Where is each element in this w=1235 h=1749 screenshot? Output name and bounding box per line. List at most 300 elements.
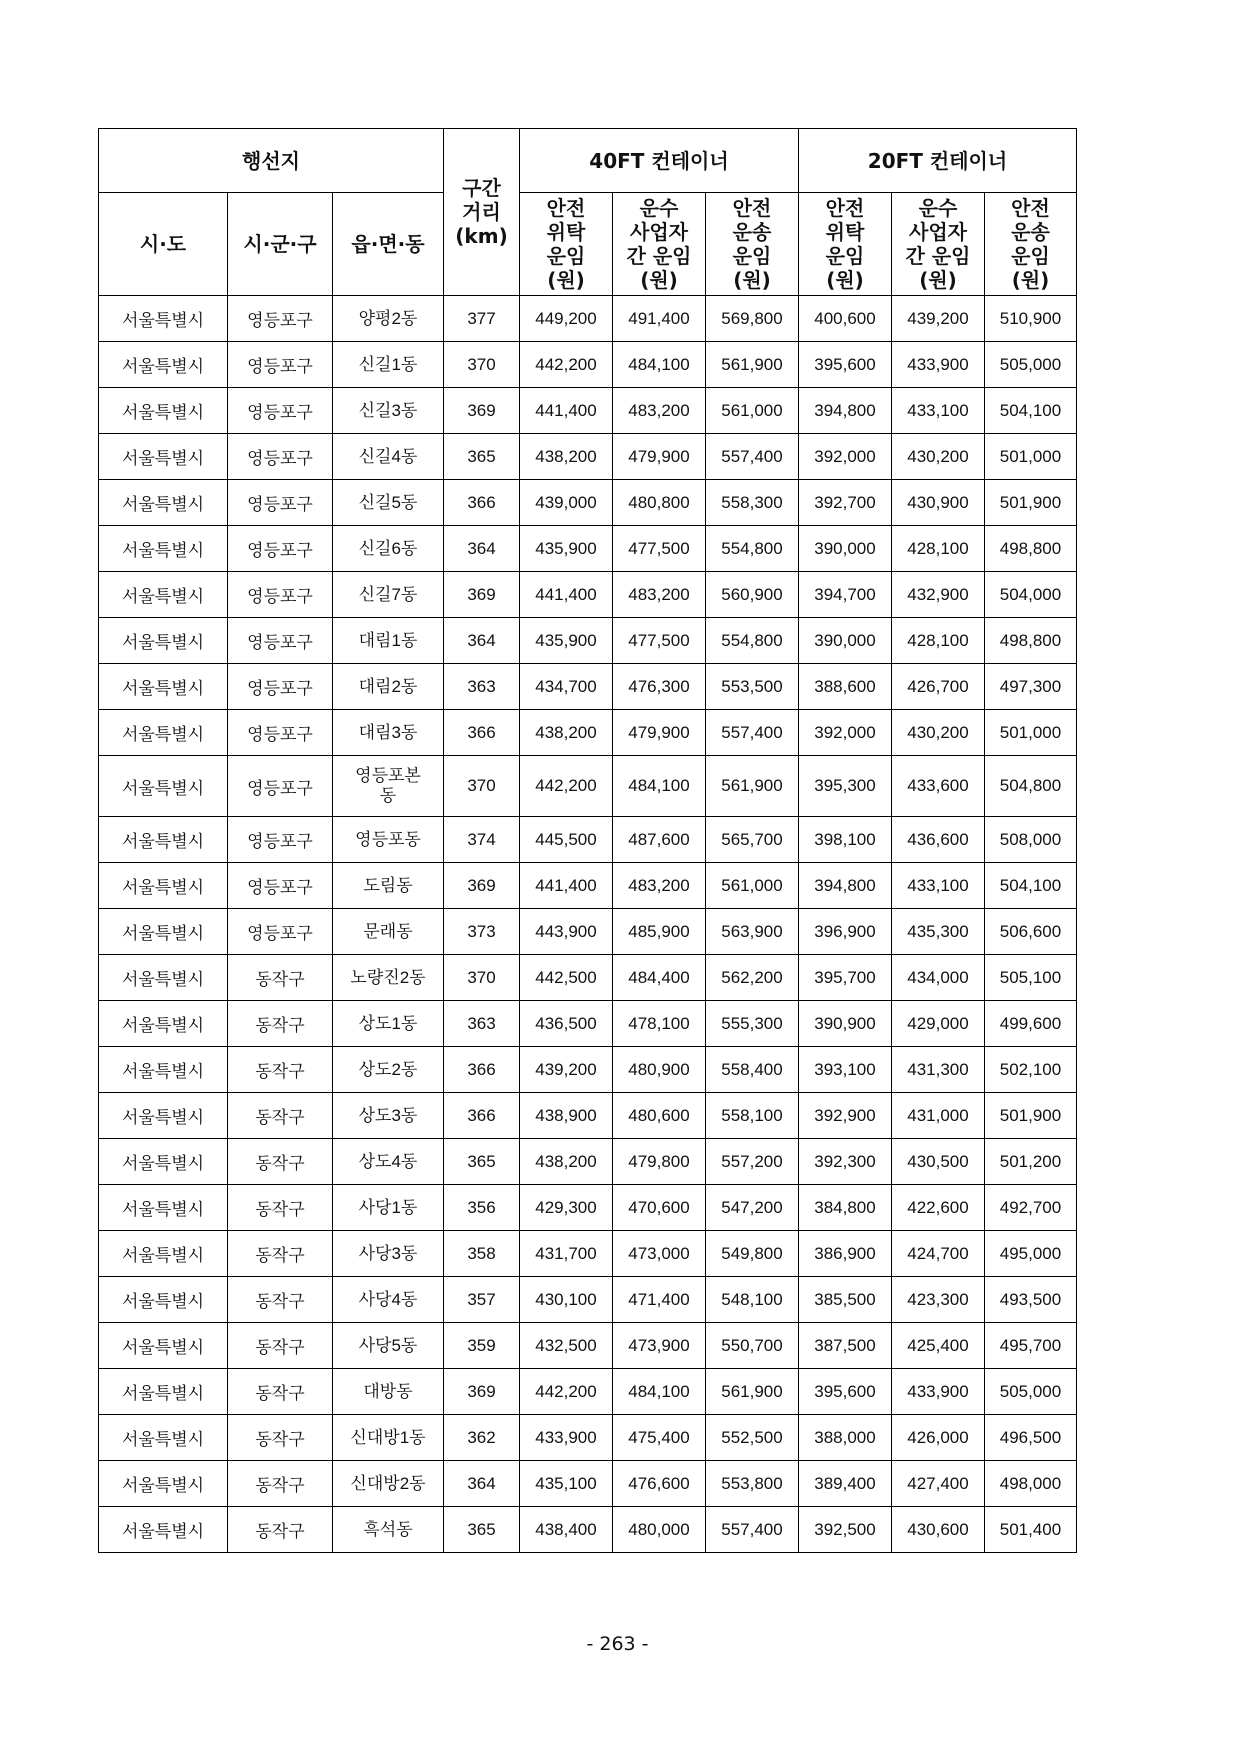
rate-20ft-safe-transport-cell: 505,000 (985, 342, 1077, 388)
40ft-safe-transport-rate-header: 안전 운송 운임 (원) (706, 193, 799, 296)
rate-40ft-safe-consign-cell: 442,200 (520, 1369, 613, 1415)
table-body (99, 296, 1077, 1553)
sigungu-cell: 동작구 (228, 1185, 333, 1231)
rate-40ft-carrier-cell: 479,900 (613, 710, 706, 756)
table-row (99, 756, 1077, 817)
sigungu-cell: 영등포구 (228, 572, 333, 618)
eupmyeondong-cell: 양평2동 (333, 296, 444, 342)
rate-40ft-safe-transport-cell: 557,400 (706, 434, 799, 480)
table-row (99, 664, 1077, 710)
rate-40ft-carrier-cell: 483,200 (613, 863, 706, 909)
rate-40ft-safe-transport-cell: 558,100 (706, 1093, 799, 1139)
sigungu-cell: 동작구 (228, 1047, 333, 1093)
sigungu-cell: 동작구 (228, 1093, 333, 1139)
sido-cell: 서울특별시 (99, 526, 228, 572)
sigungu-cell: 영등포구 (228, 434, 333, 480)
distance-cell: 369 (444, 388, 520, 434)
rate-40ft-safe-transport-cell: 561,000 (706, 863, 799, 909)
sido-cell: 서울특별시 (99, 342, 228, 388)
rate-40ft-safe-transport-cell: 557,400 (706, 710, 799, 756)
rate-20ft-safe-consign-cell: 394,700 (799, 572, 892, 618)
rate-40ft-carrier-cell: 480,800 (613, 480, 706, 526)
table-row (99, 296, 1077, 342)
eupmyeondong-cell: 대림3동 (333, 710, 444, 756)
sigungu-cell: 동작구 (228, 955, 333, 1001)
rate-20ft-carrier-cell: 439,200 (892, 296, 985, 342)
rate-40ft-safe-transport-cell: 561,900 (706, 1369, 799, 1415)
rate-20ft-carrier-cell: 433,900 (892, 1369, 985, 1415)
rate-40ft-carrier-cell: 484,100 (613, 342, 706, 388)
sido-cell: 서울특별시 (99, 1093, 228, 1139)
rate-20ft-carrier-cell: 430,500 (892, 1139, 985, 1185)
sido-cell: 서울특별시 (99, 1047, 228, 1093)
rate-20ft-carrier-cell: 428,100 (892, 618, 985, 664)
rate-40ft-safe-consign-cell: 441,400 (520, 388, 613, 434)
rate-20ft-safe-transport-cell: 501,200 (985, 1139, 1077, 1185)
rate-40ft-carrier-cell: 480,000 (613, 1507, 706, 1553)
rate-40ft-carrier-cell: 483,200 (613, 572, 706, 618)
rate-40ft-safe-consign-cell: 441,400 (520, 863, 613, 909)
table-row (99, 1323, 1077, 1369)
40ft-carrier-rate-header: 운수 사업자 간 운임 (원) (613, 193, 706, 296)
rate-40ft-safe-consign-cell: 442,500 (520, 955, 613, 1001)
sigungu-cell: 영등포구 (228, 480, 333, 526)
rate-40ft-safe-consign-cell: 442,200 (520, 756, 613, 817)
table-row (99, 1185, 1077, 1231)
rate-40ft-safe-transport-cell: 550,700 (706, 1323, 799, 1369)
distance-cell: 364 (444, 618, 520, 664)
eupmyeondong-cell: 사당3동 (333, 1231, 444, 1277)
distance-cell: 359 (444, 1323, 520, 1369)
rate-40ft-safe-consign-cell: 438,200 (520, 1139, 613, 1185)
rate-20ft-safe-consign-cell: 388,000 (799, 1415, 892, 1461)
sido-cell: 서울특별시 (99, 909, 228, 955)
table-row (99, 1369, 1077, 1415)
rate-20ft-safe-consign-cell: 395,700 (799, 955, 892, 1001)
rate-20ft-safe-consign-cell: 395,600 (799, 1369, 892, 1415)
rate-40ft-safe-transport-cell: 555,300 (706, 1001, 799, 1047)
rate-20ft-safe-transport-cell: 505,000 (985, 1369, 1077, 1415)
sido-cell: 서울특별시 (99, 1461, 228, 1507)
sigungu-cell: 동작구 (228, 1323, 333, 1369)
sigungu-cell: 동작구 (228, 1001, 333, 1047)
rate-20ft-safe-consign-cell: 390,900 (799, 1001, 892, 1047)
rate-40ft-carrier-cell: 484,400 (613, 955, 706, 1001)
rate-20ft-safe-transport-cell: 493,500 (985, 1277, 1077, 1323)
distance-cell: 362 (444, 1415, 520, 1461)
table-row (99, 1507, 1077, 1553)
distance-cell: 374 (444, 817, 520, 863)
distance-cell: 363 (444, 1001, 520, 1047)
rate-20ft-safe-consign-cell: 400,600 (799, 296, 892, 342)
rate-40ft-safe-consign-cell: 439,000 (520, 480, 613, 526)
eupmyeondong-cell: 흑석동 (333, 1507, 444, 1553)
rate-20ft-safe-transport-cell: 504,100 (985, 388, 1077, 434)
table-row (99, 342, 1077, 388)
table-row (99, 1001, 1077, 1047)
rate-40ft-carrier-cell: 477,500 (613, 526, 706, 572)
sido-cell: 서울특별시 (99, 756, 228, 817)
rate-20ft-safe-consign-cell: 394,800 (799, 863, 892, 909)
rate-40ft-safe-consign-cell: 431,700 (520, 1231, 613, 1277)
eupmyeondong-cell: 신길6동 (333, 526, 444, 572)
rate-40ft-carrier-cell: 476,600 (613, 1461, 706, 1507)
rate-20ft-safe-consign-cell: 394,800 (799, 388, 892, 434)
rate-20ft-carrier-cell: 422,600 (892, 1185, 985, 1231)
rate-20ft-safe-transport-cell: 508,000 (985, 817, 1077, 863)
rate-40ft-safe-transport-cell: 561,900 (706, 342, 799, 388)
rate-40ft-carrier-cell: 475,400 (613, 1415, 706, 1461)
sigungu-cell: 영등포구 (228, 909, 333, 955)
rate-20ft-safe-transport-cell: 492,700 (985, 1185, 1077, 1231)
distance-cell: 365 (444, 1139, 520, 1185)
rate-40ft-safe-transport-cell: 558,400 (706, 1047, 799, 1093)
rate-20ft-carrier-cell: 426,000 (892, 1415, 985, 1461)
rate-40ft-safe-transport-cell: 554,800 (706, 526, 799, 572)
rate-20ft-carrier-cell: 431,000 (892, 1093, 985, 1139)
sigungu-cell: 영등포구 (228, 388, 333, 434)
rate-20ft-safe-transport-cell: 497,300 (985, 664, 1077, 710)
sido-cell: 서울특별시 (99, 388, 228, 434)
distance-cell: 358 (444, 1231, 520, 1277)
eupmyeondong-cell: 신길4동 (333, 434, 444, 480)
rate-40ft-safe-consign-cell: 443,900 (520, 909, 613, 955)
rate-40ft-safe-consign-cell: 435,100 (520, 1461, 613, 1507)
rate-20ft-safe-consign-cell: 395,600 (799, 342, 892, 388)
rate-20ft-carrier-cell: 423,300 (892, 1277, 985, 1323)
sido-cell: 서울특별시 (99, 664, 228, 710)
eupmyeondong-cell: 신길5동 (333, 480, 444, 526)
rate-20ft-safe-consign-cell: 392,900 (799, 1093, 892, 1139)
rate-40ft-carrier-cell: 470,600 (613, 1185, 706, 1231)
rate-40ft-safe-transport-cell: 565,700 (706, 817, 799, 863)
rate-40ft-safe-consign-cell: 438,200 (520, 434, 613, 480)
sigungu-cell: 영등포구 (228, 664, 333, 710)
rate-20ft-safe-consign-cell: 392,500 (799, 1507, 892, 1553)
rate-20ft-safe-consign-cell: 395,300 (799, 756, 892, 817)
rate-40ft-safe-consign-cell: 442,200 (520, 342, 613, 388)
sigungu-cell: 영등포구 (228, 618, 333, 664)
eupmyeondong-cell: 대림1동 (333, 618, 444, 664)
sigungu-cell: 영등포구 (228, 756, 333, 817)
rate-20ft-safe-consign-cell: 384,800 (799, 1185, 892, 1231)
20ft-safe-consign-rate-header: 안전 위탁 운임 (원) (799, 193, 892, 296)
table-row (99, 817, 1077, 863)
rate-40ft-safe-transport-cell: 552,500 (706, 1415, 799, 1461)
sido-cell: 서울특별시 (99, 1369, 228, 1415)
rate-40ft-safe-consign-cell: 441,400 (520, 572, 613, 618)
sigungu-cell: 영등포구 (228, 342, 333, 388)
40ft-safe-consign-rate-header: 안전 위탁 운임 (원) (520, 193, 613, 296)
rate-40ft-safe-transport-cell: 547,200 (706, 1185, 799, 1231)
table-row (99, 1231, 1077, 1277)
rate-40ft-carrier-cell: 484,100 (613, 756, 706, 817)
rate-20ft-safe-consign-cell: 392,000 (799, 434, 892, 480)
rate-40ft-safe-transport-cell: 553,500 (706, 664, 799, 710)
eupmyeondong-header: 읍·면·동 (333, 193, 444, 296)
rate-40ft-safe-transport-cell: 553,800 (706, 1461, 799, 1507)
sido-cell: 서울특별시 (99, 817, 228, 863)
sido-cell: 서울특별시 (99, 863, 228, 909)
sido-cell: 서울특별시 (99, 296, 228, 342)
sigungu-cell: 영등포구 (228, 526, 333, 572)
eupmyeondong-cell: 노량진2동 (333, 955, 444, 1001)
rate-40ft-safe-consign-cell: 435,900 (520, 526, 613, 572)
rate-20ft-safe-transport-cell: 501,900 (985, 1093, 1077, 1139)
rate-20ft-carrier-cell: 436,600 (892, 817, 985, 863)
sido-header: 시·도 (99, 193, 228, 296)
eupmyeondong-cell: 대림2동 (333, 664, 444, 710)
rate-40ft-carrier-cell: 477,500 (613, 618, 706, 664)
rate-40ft-carrier-cell: 485,900 (613, 909, 706, 955)
rate-20ft-safe-transport-cell: 504,100 (985, 863, 1077, 909)
table-row (99, 955, 1077, 1001)
rate-20ft-safe-transport-cell: 504,000 (985, 572, 1077, 618)
sido-cell: 서울특별시 (99, 955, 228, 1001)
rate-20ft-carrier-cell: 430,200 (892, 710, 985, 756)
rate-40ft-carrier-cell: 480,900 (613, 1047, 706, 1093)
rate-20ft-safe-consign-cell: 385,500 (799, 1277, 892, 1323)
rate-40ft-safe-consign-cell: 432,500 (520, 1323, 613, 1369)
sigungu-cell: 동작구 (228, 1461, 333, 1507)
rate-20ft-carrier-cell: 433,600 (892, 756, 985, 817)
distance-cell: 370 (444, 342, 520, 388)
rate-20ft-safe-transport-cell: 501,400 (985, 1507, 1077, 1553)
rate-40ft-carrier-cell: 476,300 (613, 664, 706, 710)
distance-cell: 366 (444, 480, 520, 526)
rate-40ft-carrier-cell: 473,900 (613, 1323, 706, 1369)
rate-20ft-safe-transport-cell: 498,800 (985, 526, 1077, 572)
table-row (99, 1415, 1077, 1461)
distance-cell: 369 (444, 863, 520, 909)
eupmyeondong-cell: 신길7동 (333, 572, 444, 618)
table-row (99, 909, 1077, 955)
distance-cell: 370 (444, 756, 520, 817)
rate-40ft-safe-consign-cell: 438,900 (520, 1093, 613, 1139)
distance-cell: 366 (444, 1093, 520, 1139)
eupmyeondong-cell: 신길3동 (333, 388, 444, 434)
rate-40ft-safe-consign-cell: 439,200 (520, 1047, 613, 1093)
rate-20ft-carrier-cell: 433,100 (892, 863, 985, 909)
rate-20ft-carrier-cell: 427,400 (892, 1461, 985, 1507)
rate-40ft-safe-consign-cell: 445,500 (520, 817, 613, 863)
rate-20ft-safe-consign-cell: 392,000 (799, 710, 892, 756)
rate-40ft-safe-transport-cell: 569,800 (706, 296, 799, 342)
rate-20ft-safe-consign-cell: 390,000 (799, 526, 892, 572)
sido-cell: 서울특별시 (99, 1415, 228, 1461)
rate-20ft-carrier-cell: 429,000 (892, 1001, 985, 1047)
sido-cell: 서울특별시 (99, 480, 228, 526)
rate-40ft-safe-consign-cell: 436,500 (520, 1001, 613, 1047)
rate-40ft-safe-transport-cell: 563,900 (706, 909, 799, 955)
20ft-carrier-rate-header: 운수 사업자 간 운임 (원) (892, 193, 985, 296)
rate-20ft-safe-transport-cell: 504,800 (985, 756, 1077, 817)
sigungu-cell: 동작구 (228, 1369, 333, 1415)
rate-40ft-carrier-cell: 480,600 (613, 1093, 706, 1139)
sigungu-cell: 동작구 (228, 1415, 333, 1461)
rate-20ft-carrier-cell: 435,300 (892, 909, 985, 955)
distance-header: 구간 거리 (km) (444, 129, 520, 296)
sigungu-cell: 동작구 (228, 1139, 333, 1185)
table-row (99, 388, 1077, 434)
table-row (99, 1093, 1077, 1139)
table-row (99, 526, 1077, 572)
eupmyeondong-cell: 사당1동 (333, 1185, 444, 1231)
eupmyeondong-cell: 신길1동 (333, 342, 444, 388)
rate-20ft-carrier-cell: 424,700 (892, 1231, 985, 1277)
sigungu-cell: 영등포구 (228, 296, 333, 342)
table-row (99, 863, 1077, 909)
distance-cell: 370 (444, 955, 520, 1001)
sigungu-cell: 영등포구 (228, 710, 333, 756)
rate-40ft-carrier-cell: 487,600 (613, 817, 706, 863)
distance-cell: 365 (444, 434, 520, 480)
table-header (99, 129, 1077, 296)
rate-20ft-carrier-cell: 426,700 (892, 664, 985, 710)
rate-20ft-safe-transport-cell: 506,600 (985, 909, 1077, 955)
rate-20ft-safe-consign-cell: 388,600 (799, 664, 892, 710)
table-row (99, 1277, 1077, 1323)
rate-40ft-safe-transport-cell: 561,000 (706, 388, 799, 434)
distance-cell: 377 (444, 296, 520, 342)
rate-40ft-safe-consign-cell: 433,900 (520, 1415, 613, 1461)
rate-40ft-carrier-cell: 478,100 (613, 1001, 706, 1047)
eupmyeondong-cell: 상도4동 (333, 1139, 444, 1185)
sido-cell: 서울특별시 (99, 710, 228, 756)
rate-20ft-carrier-cell: 430,900 (892, 480, 985, 526)
rate-40ft-safe-consign-cell: 438,200 (520, 710, 613, 756)
eupmyeondong-cell: 대방동 (333, 1369, 444, 1415)
rate-40ft-safe-transport-cell: 557,400 (706, 1507, 799, 1553)
rate-40ft-safe-transport-cell: 548,100 (706, 1277, 799, 1323)
rate-40ft-carrier-cell: 479,900 (613, 434, 706, 480)
rate-20ft-carrier-cell: 425,400 (892, 1323, 985, 1369)
eupmyeondong-cell: 신대방2동 (333, 1461, 444, 1507)
sigungu-header: 시·군·구 (228, 193, 333, 296)
sigungu-cell: 동작구 (228, 1507, 333, 1553)
rate-40ft-safe-transport-cell: 554,800 (706, 618, 799, 664)
rate-40ft-carrier-cell: 491,400 (613, 296, 706, 342)
distance-cell: 364 (444, 1461, 520, 1507)
distance-cell: 363 (444, 664, 520, 710)
sido-cell: 서울특별시 (99, 1139, 228, 1185)
sido-cell: 서울특별시 (99, 618, 228, 664)
sido-cell: 서울특별시 (99, 572, 228, 618)
table-row (99, 480, 1077, 526)
rate-40ft-safe-consign-cell: 435,900 (520, 618, 613, 664)
rate-20ft-safe-transport-cell: 501,000 (985, 434, 1077, 480)
table-row (99, 1047, 1077, 1093)
sigungu-cell: 영등포구 (228, 863, 333, 909)
20ft-safe-transport-rate-header: 안전 운송 운임 (원) (985, 193, 1077, 296)
rate-40ft-safe-transport-cell: 562,200 (706, 955, 799, 1001)
eupmyeondong-cell: 영등포본 동 (333, 756, 444, 817)
sigungu-cell: 영등포구 (228, 817, 333, 863)
rate-20ft-safe-consign-cell: 393,100 (799, 1047, 892, 1093)
sido-cell: 서울특별시 (99, 1507, 228, 1553)
eupmyeondong-cell: 신대방1동 (333, 1415, 444, 1461)
rate-40ft-safe-transport-cell: 560,900 (706, 572, 799, 618)
eupmyeondong-cell: 도림동 (333, 863, 444, 909)
table-row (99, 1461, 1077, 1507)
rate-40ft-safe-consign-cell: 449,200 (520, 296, 613, 342)
rate-20ft-safe-consign-cell: 389,400 (799, 1461, 892, 1507)
rate-20ft-carrier-cell: 433,100 (892, 388, 985, 434)
rate-20ft-carrier-cell: 433,900 (892, 342, 985, 388)
table-row (99, 572, 1077, 618)
rate-40ft-carrier-cell: 484,100 (613, 1369, 706, 1415)
rate-20ft-safe-consign-cell: 386,900 (799, 1231, 892, 1277)
rate-40ft-safe-transport-cell: 549,800 (706, 1231, 799, 1277)
rate-40ft-safe-transport-cell: 558,300 (706, 480, 799, 526)
distance-cell: 373 (444, 909, 520, 955)
rate-40ft-safe-transport-cell: 557,200 (706, 1139, 799, 1185)
rate-20ft-safe-transport-cell: 498,800 (985, 618, 1077, 664)
rate-20ft-carrier-cell: 430,200 (892, 434, 985, 480)
rate-40ft-carrier-cell: 471,400 (613, 1277, 706, 1323)
rate-20ft-safe-consign-cell: 390,000 (799, 618, 892, 664)
rate-40ft-carrier-cell: 479,800 (613, 1139, 706, 1185)
sido-cell: 서울특별시 (99, 1277, 228, 1323)
rate-40ft-carrier-cell: 473,000 (613, 1231, 706, 1277)
rate-20ft-carrier-cell: 434,000 (892, 955, 985, 1001)
eupmyeondong-cell: 상도3동 (333, 1093, 444, 1139)
rate-20ft-carrier-cell: 432,900 (892, 572, 985, 618)
table-row (99, 434, 1077, 480)
page-number: - 263 - (586, 1633, 649, 1655)
40ft-container-header: 40FT 컨테이너 (520, 129, 799, 193)
distance-cell: 356 (444, 1185, 520, 1231)
destination-header: 행선지 (99, 129, 444, 193)
eupmyeondong-cell: 사당4동 (333, 1277, 444, 1323)
freight-rate-table (98, 128, 1077, 1553)
rate-40ft-safe-consign-cell: 429,300 (520, 1185, 613, 1231)
distance-cell: 364 (444, 526, 520, 572)
rate-20ft-carrier-cell: 428,100 (892, 526, 985, 572)
distance-cell: 357 (444, 1277, 520, 1323)
rate-20ft-safe-transport-cell: 495,700 (985, 1323, 1077, 1369)
rate-20ft-safe-consign-cell: 398,100 (799, 817, 892, 863)
rate-20ft-safe-transport-cell: 501,900 (985, 480, 1077, 526)
rate-20ft-safe-consign-cell: 392,700 (799, 480, 892, 526)
rate-40ft-safe-consign-cell: 434,700 (520, 664, 613, 710)
rate-40ft-carrier-cell: 483,200 (613, 388, 706, 434)
rate-40ft-safe-transport-cell: 561,900 (706, 756, 799, 817)
rate-20ft-safe-transport-cell: 510,900 (985, 296, 1077, 342)
rate-40ft-safe-consign-cell: 438,400 (520, 1507, 613, 1553)
sido-cell: 서울특별시 (99, 1001, 228, 1047)
rate-20ft-safe-transport-cell: 501,000 (985, 710, 1077, 756)
rate-20ft-safe-transport-cell: 495,000 (985, 1231, 1077, 1277)
distance-cell: 369 (444, 572, 520, 618)
sigungu-cell: 동작구 (228, 1231, 333, 1277)
table-row (99, 618, 1077, 664)
eupmyeondong-cell: 영등포동 (333, 817, 444, 863)
rate-20ft-carrier-cell: 431,300 (892, 1047, 985, 1093)
rate-20ft-safe-transport-cell: 502,100 (985, 1047, 1077, 1093)
rate-20ft-safe-transport-cell: 499,600 (985, 1001, 1077, 1047)
table-row (99, 1139, 1077, 1185)
sido-cell: 서울특별시 (99, 434, 228, 480)
sido-cell: 서울특별시 (99, 1231, 228, 1277)
rate-20ft-safe-transport-cell: 496,500 (985, 1415, 1077, 1461)
distance-cell: 369 (444, 1369, 520, 1415)
rate-20ft-safe-consign-cell: 396,900 (799, 909, 892, 955)
eupmyeondong-cell: 사당5동 (333, 1323, 444, 1369)
eupmyeondong-cell: 상도2동 (333, 1047, 444, 1093)
rate-20ft-safe-consign-cell: 392,300 (799, 1139, 892, 1185)
rate-40ft-safe-consign-cell: 430,100 (520, 1277, 613, 1323)
